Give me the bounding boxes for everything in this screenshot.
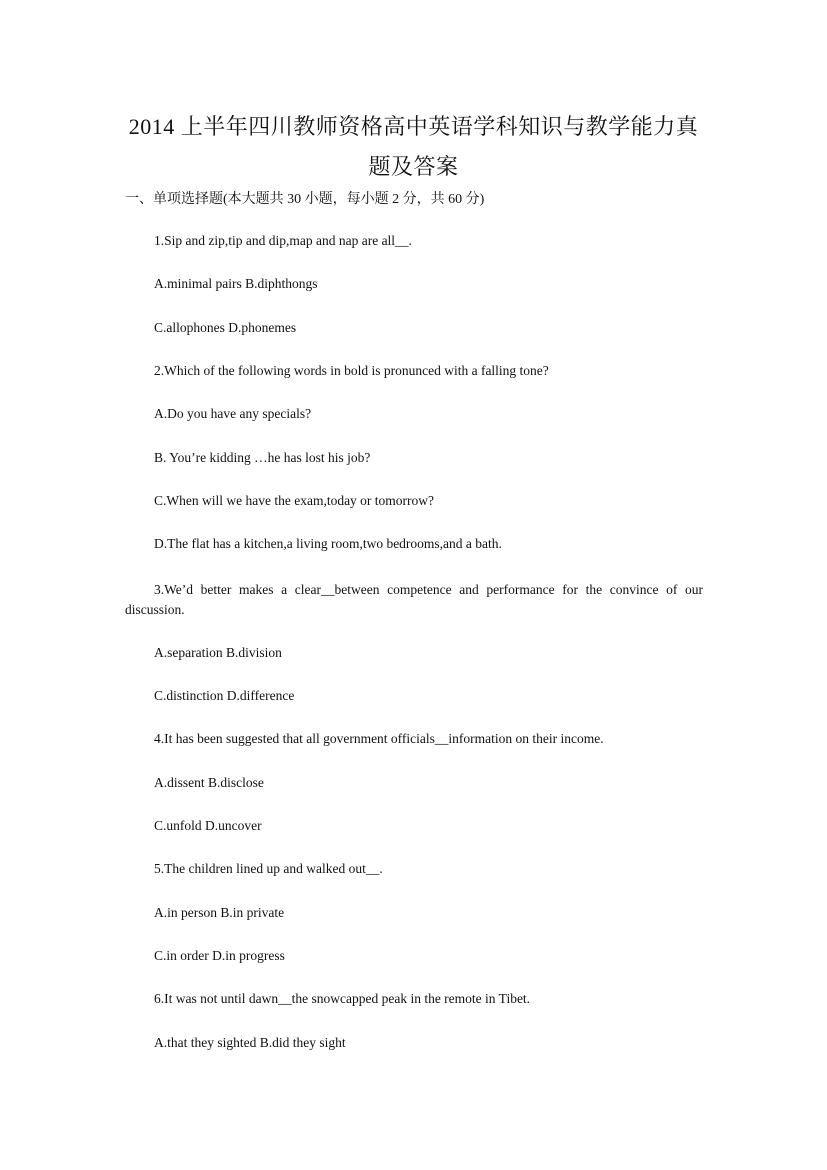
question-4-options-cd: C.unfold D.uncover — [154, 818, 262, 833]
document-title-line-2: 题及答案 — [368, 154, 459, 179]
section-heading: 一、单项选择题(本大题共 30 小题，每小题 2 分，共 60 分) — [125, 192, 485, 207]
question-5-options-cd: C.in order D.in progress — [154, 948, 285, 963]
question-4: 4.It has been suggested that all government officials__information on their income. — [154, 731, 604, 746]
question-2: 2.Which of the following words in bold is pronunced with a falling tone? — [154, 363, 549, 378]
question-3-options-cd: C.distinction D.difference — [154, 688, 295, 703]
question-5: 5.The children lined up and walked out__. — [154, 861, 383, 876]
question-3: 3.We’d better makes a clear__between competence and performance for the convince of our discussion. — [125, 582, 703, 617]
question-1-options-ab: A.minimal pairs B.diphthongs — [154, 276, 318, 291]
question-6-options-ab: A.that they sighted B.did they sight — [154, 1035, 346, 1050]
document-title-line-1: 2014 上半年四川教师资格高中英语学科知识与教学能力真 — [128, 114, 699, 139]
question-2-option-c: C.When will we have the exam,today or tomorrow? — [154, 493, 435, 508]
question-2-option-b: B. You’re kidding …he has lost his job? — [154, 450, 371, 465]
question-2-option-d: D.The flat has a kitchen,a living room,two bedrooms,and a bath. — [154, 536, 502, 551]
question-5-options-ab: A.in person B.in private — [154, 905, 285, 920]
question-2-option-a: A.Do you have any specials? — [154, 406, 312, 421]
question-4-options-ab: A.dissent B.disclose — [154, 775, 264, 790]
question-1-options-cd: C.allophones D.phonemes — [154, 320, 297, 335]
question-1: 1.Sip and zip,tip and dip,map and nap are all__. — [154, 233, 412, 248]
question-3-options-ab: A.separation B.division — [154, 645, 282, 660]
question-6: 6.It was not until dawn__the snowcapped peak in the remote in Tibet. — [154, 991, 531, 1006]
